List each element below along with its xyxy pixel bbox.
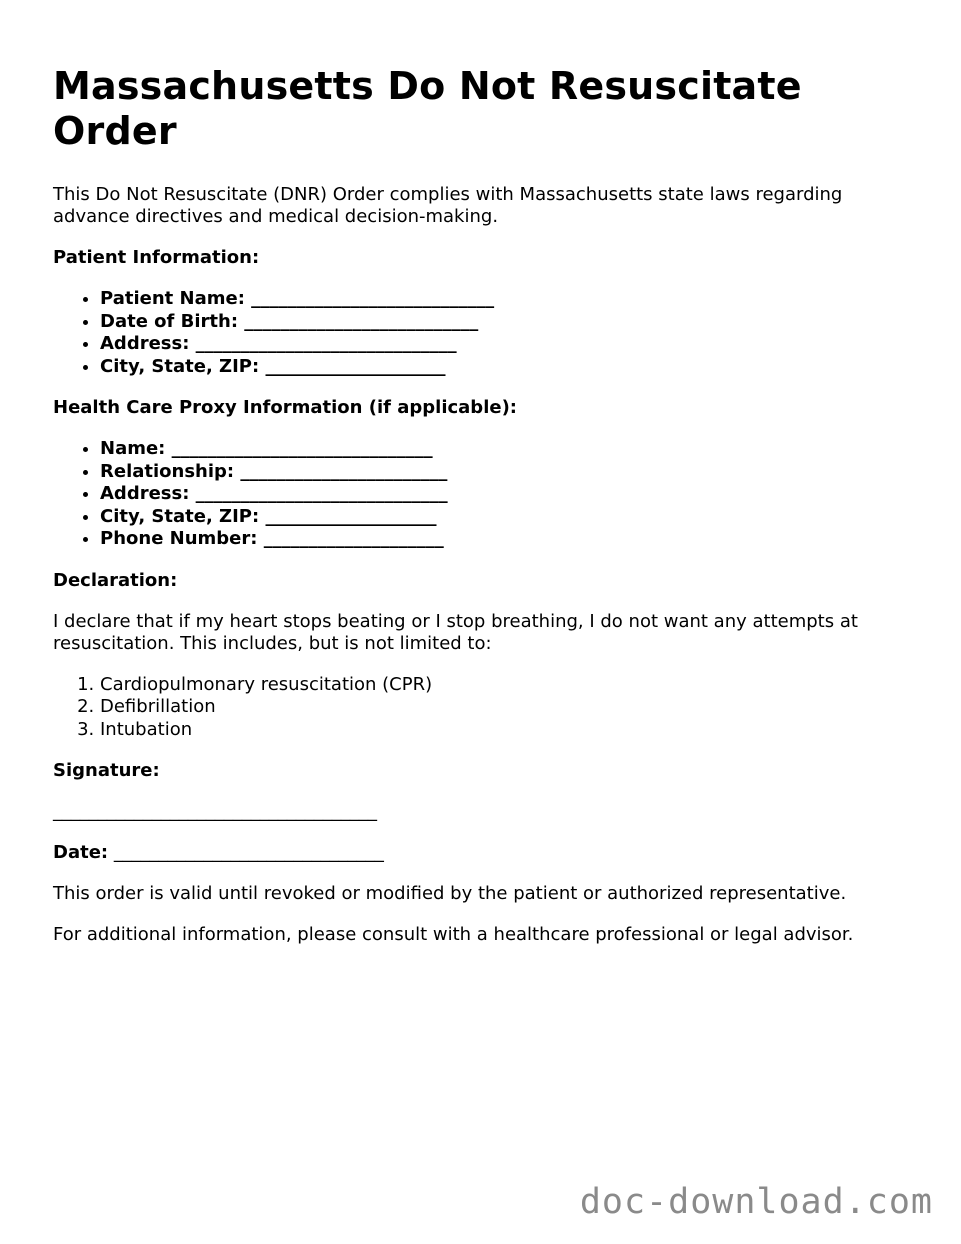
patient-city-state-zip-field: • City, State, ZIP: ____________________ — [100, 356, 913, 379]
proxy-name-field: • Name: _____________________________ — [100, 438, 913, 461]
proxy-fields-list — [53, 438, 913, 551]
document-title: Massachusetts Do Not Resuscitate Order — [53, 64, 802, 153]
declaration-heading: Declaration: — [53, 569, 178, 591]
date-row — [53, 842, 913, 864]
patient-fields-list — [53, 288, 913, 378]
proxy-address-field: • Address: ____________________________ — [100, 483, 913, 506]
signature-line: ____________________________________ — [53, 801, 377, 822]
signature-heading: Signature: — [53, 760, 160, 781]
watermark: doc-download.com — [579, 1182, 933, 1222]
date-label: Date: — [53, 842, 109, 863]
declaration-text: I declare that if my heart stops beating or I stop breathing, I do not want any attempts at resuscitation. This includes, but is not limited to: — [53, 610, 858, 654]
patient-address-field: • Address: _____________________________ — [100, 333, 913, 356]
declaration-item: 1. Cardiopulmonary resuscitation (CPR) — [100, 674, 913, 697]
proxy-relationship-field: • Relationship: _______________________ — [100, 461, 913, 484]
patient-name-field: • Patient Name: ___________________________ — [100, 288, 913, 311]
intro-paragraph: This Do Not Resuscitate (DNR) Order complies with Massachusetts state laws regarding advance directives and medical decision-making. — [53, 184, 843, 227]
patient-section-heading: Patient Information: — [53, 247, 260, 268]
validity-paragraph: This order is valid until revoked or modified by the patient or authorized representative. — [53, 883, 847, 904]
proxy-phone-field: • Phone Number: ____________________ — [100, 528, 913, 551]
date-line: ______________________________ — [113, 842, 384, 863]
declaration-items-list — [53, 674, 913, 742]
document-page — [53, 64, 913, 965]
declaration-item: 2. Defibrillation — [100, 696, 913, 719]
declaration-item: 3. Intubation — [100, 719, 913, 742]
date-of-birth-field: • Date of Birth: __________________________ — [100, 311, 913, 334]
proxy-section-heading: Health Care Proxy Information (if applicable): — [53, 397, 517, 418]
proxy-city-state-zip-field: • City, State, ZIP: ___________________ — [100, 506, 913, 529]
consult-paragraph: For additional information, please consult with a healthcare professional or legal advisor. — [53, 924, 854, 945]
